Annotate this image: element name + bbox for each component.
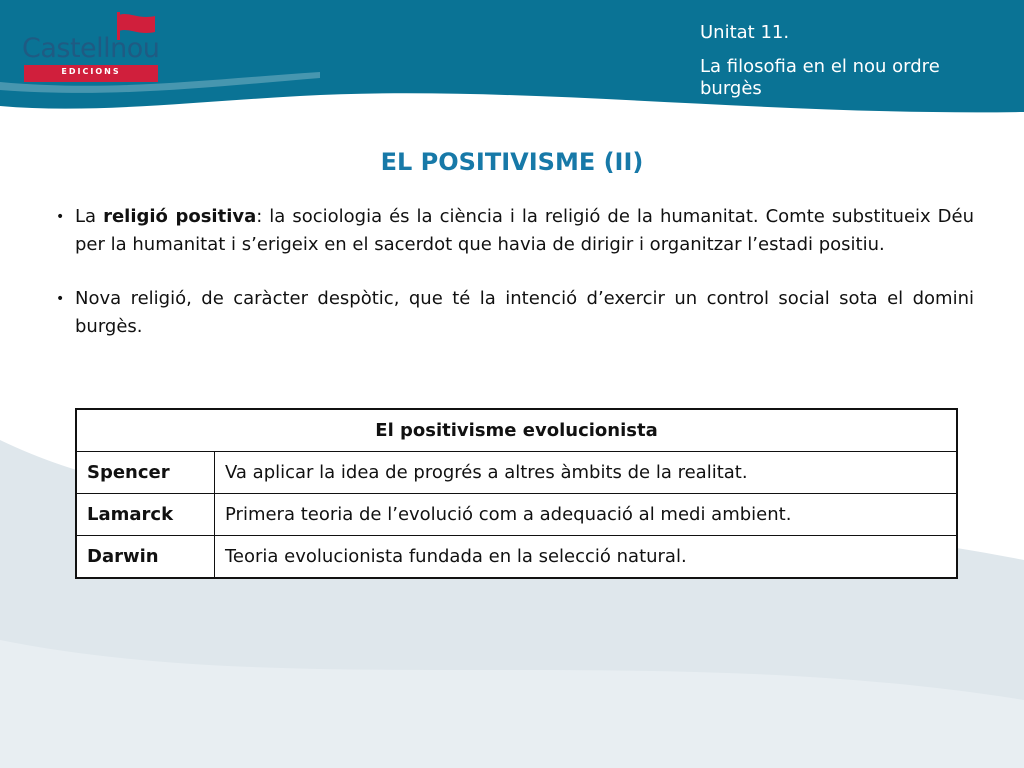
author-name: Darwin <box>76 536 215 579</box>
author-description: Primera teoria de l’evolució com a adequació al medi ambient. <box>215 494 958 536</box>
bullet-icon: • <box>56 291 65 307</box>
page-title: EL POSITIVISME (II) <box>380 148 644 176</box>
table-header-row <box>76 409 957 452</box>
evolutionism-table <box>75 408 958 579</box>
author-name: Lamarck <box>76 494 215 536</box>
author-name: Spencer <box>76 452 215 494</box>
logo-subtitle: EDICIONS <box>61 67 121 76</box>
unit-number: Unitat 11. <box>700 22 790 43</box>
bullet-icon: • <box>56 209 65 225</box>
unit-header <box>700 22 1000 100</box>
bullet-text: Nova religió, de caràcter despòtic, que té la intenció d’exercir un control social sota el domini burgès. <box>75 288 974 337</box>
bullet-text: : la sociologia és la ciència i la religió de la humanitat. Comte substitueix Déu per la humanitat i s’erigeix en el sacerdot que havia de dirigir i organitzar l’estadi positiu. <box>75 206 975 255</box>
table-row <box>76 452 957 494</box>
list-item <box>56 203 974 259</box>
bullet-prefix: La <box>75 206 104 227</box>
bullet-list <box>56 203 974 367</box>
castellnou-logo <box>18 8 163 80</box>
bullet-bold-term: religió positiva <box>103 206 257 227</box>
logo-name: Castellnou <box>22 33 160 64</box>
list-item <box>56 285 974 341</box>
unit-title: La filosofia en el nou ordre burgès <box>700 56 940 99</box>
author-description: Teoria evolucionista fundada en la selecció natural. <box>215 536 958 579</box>
table-title: El positivisme evolucionista <box>76 409 957 452</box>
table-row <box>76 494 957 536</box>
author-description: Va aplicar la idea de progrés a altres àmbits de la realitat. <box>215 452 958 494</box>
table-row <box>76 536 957 579</box>
